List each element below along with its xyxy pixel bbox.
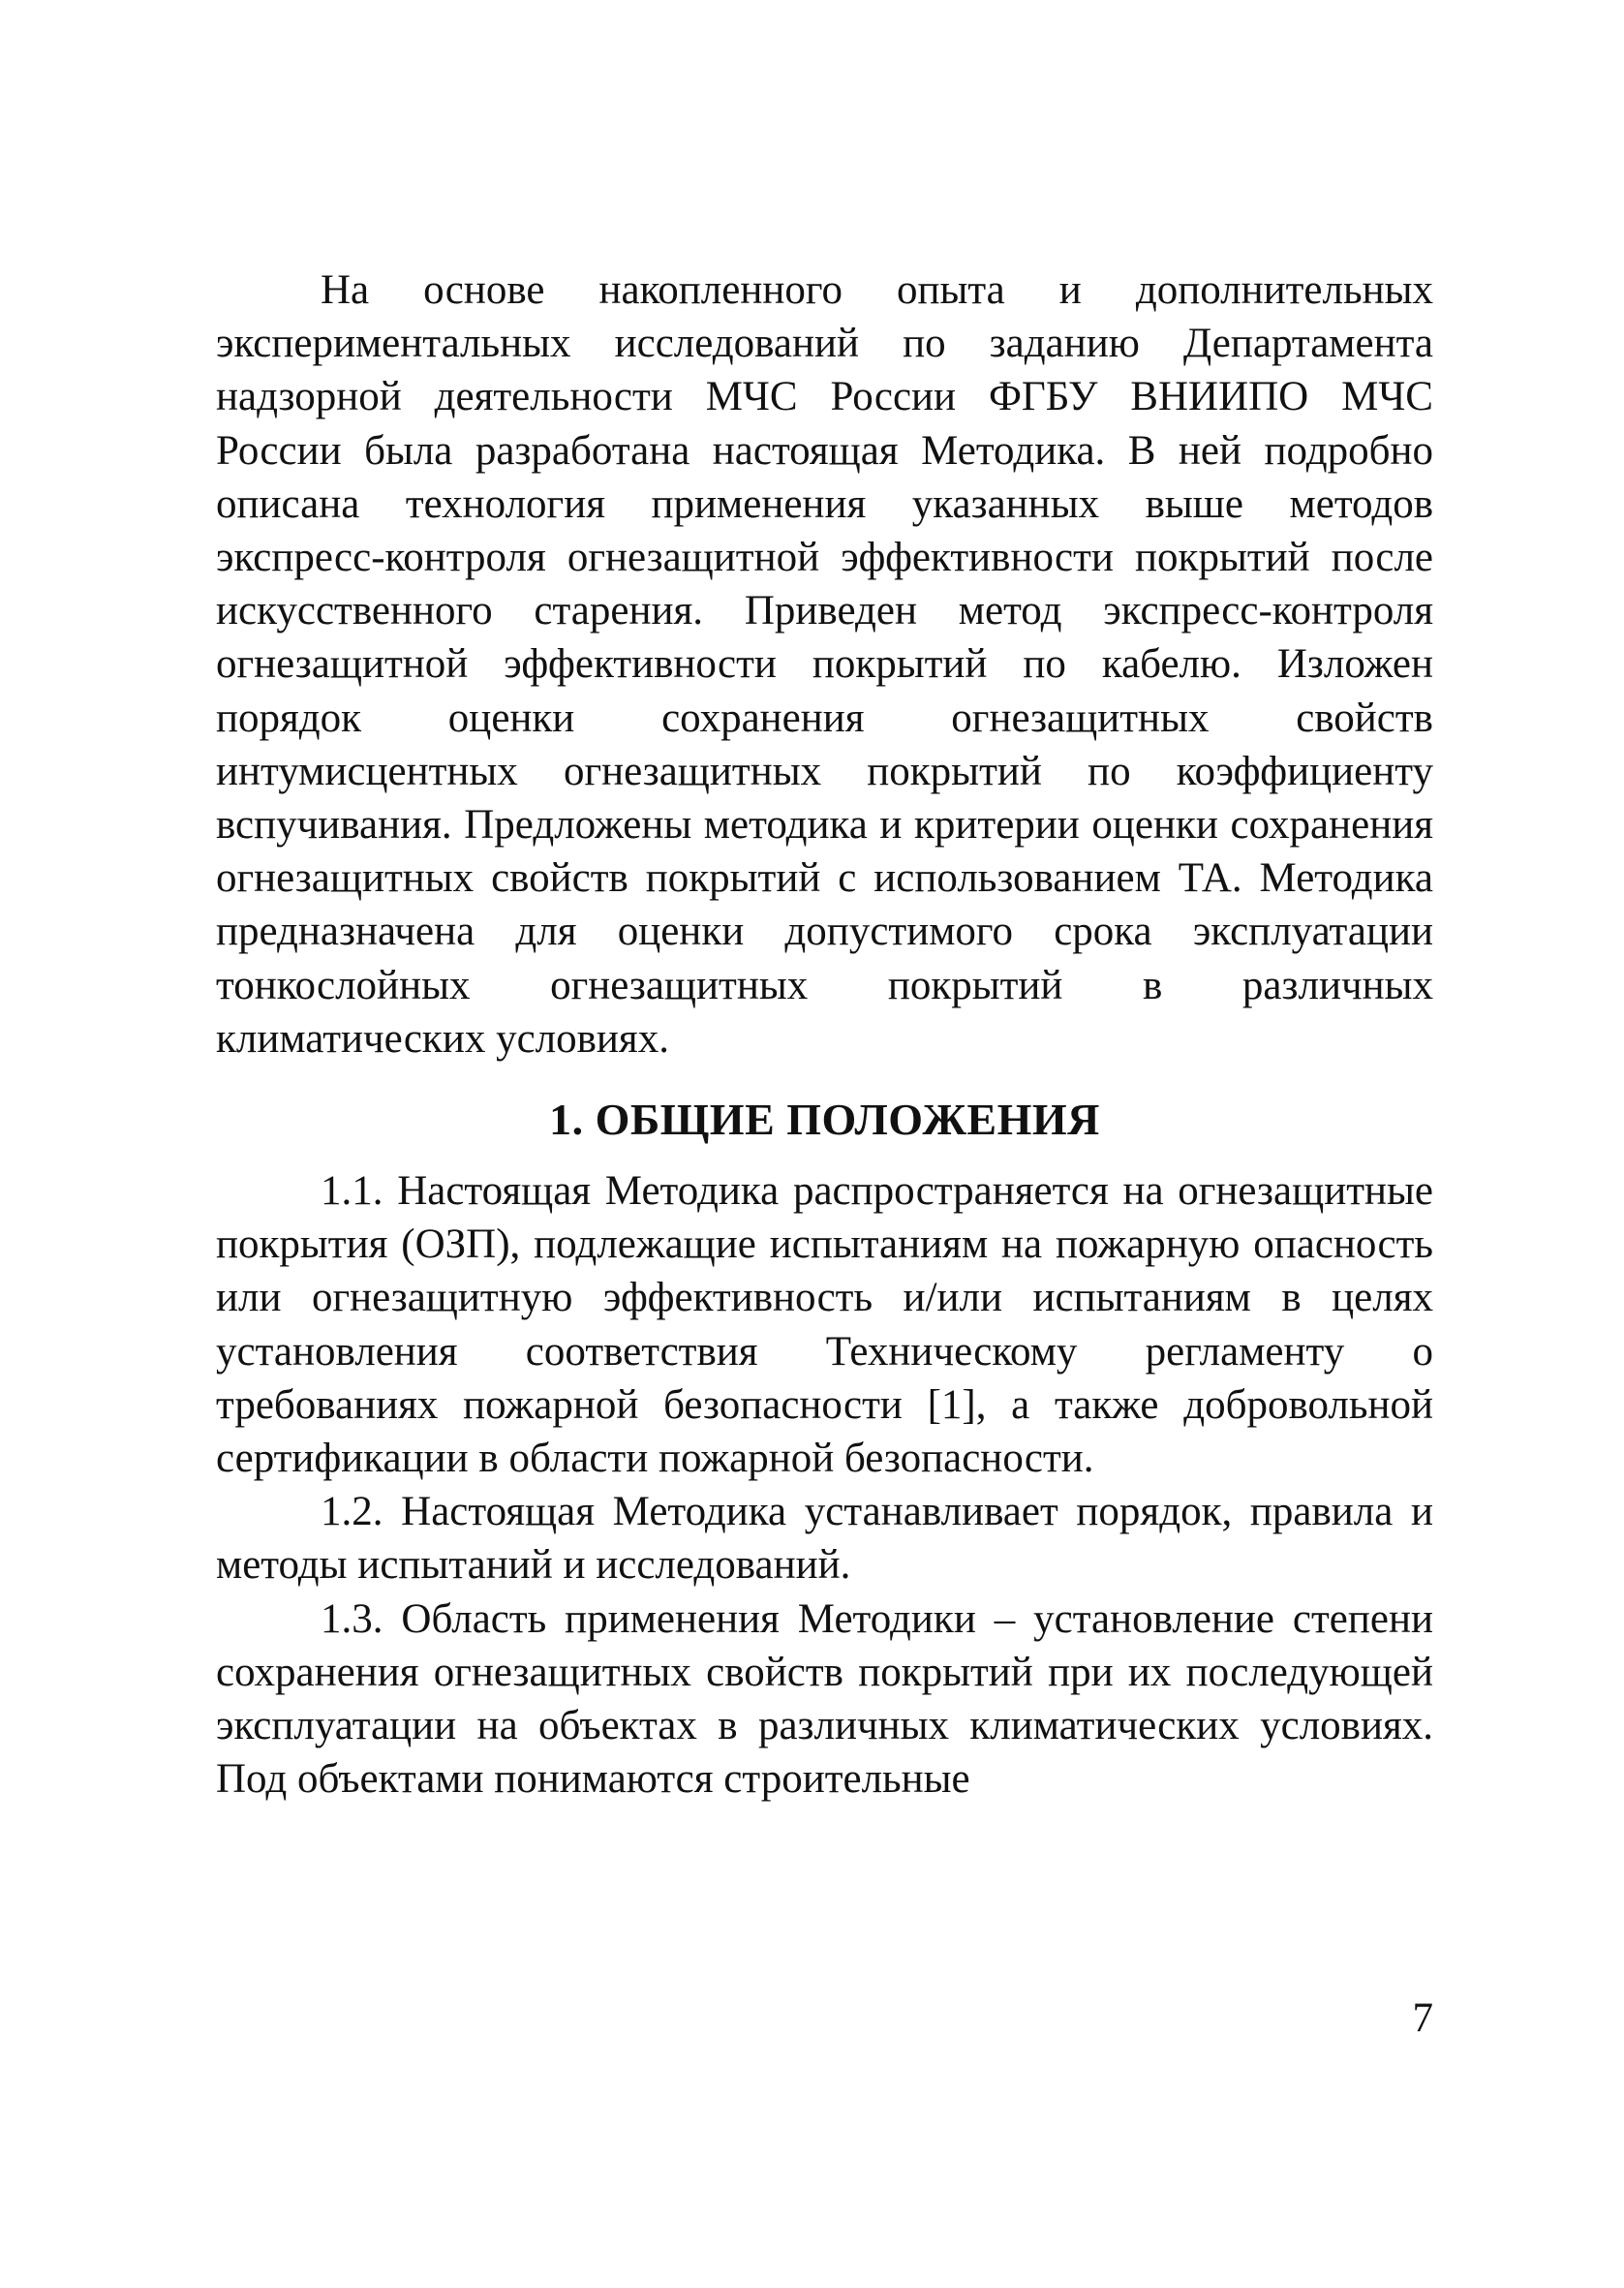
clause-1-2: 1.2. Настоящая Методика устанавливает порядок, правила и методы испытаний и исследований. xyxy=(216,1489,1433,1589)
clause-1-1: 1.1. Настоящая Методика распространяется на огнезащитные покрытия (ОЗП), подлежащие испытаниям на пожарную опасность или огнезащитную эффективность и/или испытаниям в целях установления соответствия Техническому регламенту о требованиях пожарной безопасности [1], а также добровольной сертификации в области пожарной безопасности. xyxy=(216,1168,1433,1482)
document-page xyxy=(216,263,1433,1806)
clause-1-3: 1.3. Область применения Методики – установление степени сохранения огнезащитных свойств покрытий при их последующей эксплуатации на объектах в различных климатических условиях. Под объектами понимаются строительные xyxy=(216,1595,1433,1803)
page-number: 7 xyxy=(1412,1995,1433,2041)
section-heading: 1. ОБЩИЕ ПОЛОЖЕНИЯ xyxy=(549,1095,1100,1145)
intro-paragraph: На основе накопленного опыта и дополнительных экспериментальных исследований по заданию Департамента надзорной деятельности МЧС России ФГБУ ВНИИПО МЧС России была разработана настоящая Методика. В ней подробно описана технология применения указанных выше методов экспресс-контроля огнезащитной эффективности покрытий после искусственного старения. Приведен метод экспресс-контроля огнезащитной эффективности покрытий по кабелю. Изложен порядок оценки сохранения огнезащитных свойств интумисцентных огнезащитных покрытий по коэффициенту вспучивания. Предложены методика и критерии оценки сохранения огнезащитных свойств покрытий с использованием ТА. Методика предназначена для оценки допустимого срока эксплуатации тонкослойных огнезащитных покрытий в различных климатических условиях. xyxy=(216,267,1433,1062)
